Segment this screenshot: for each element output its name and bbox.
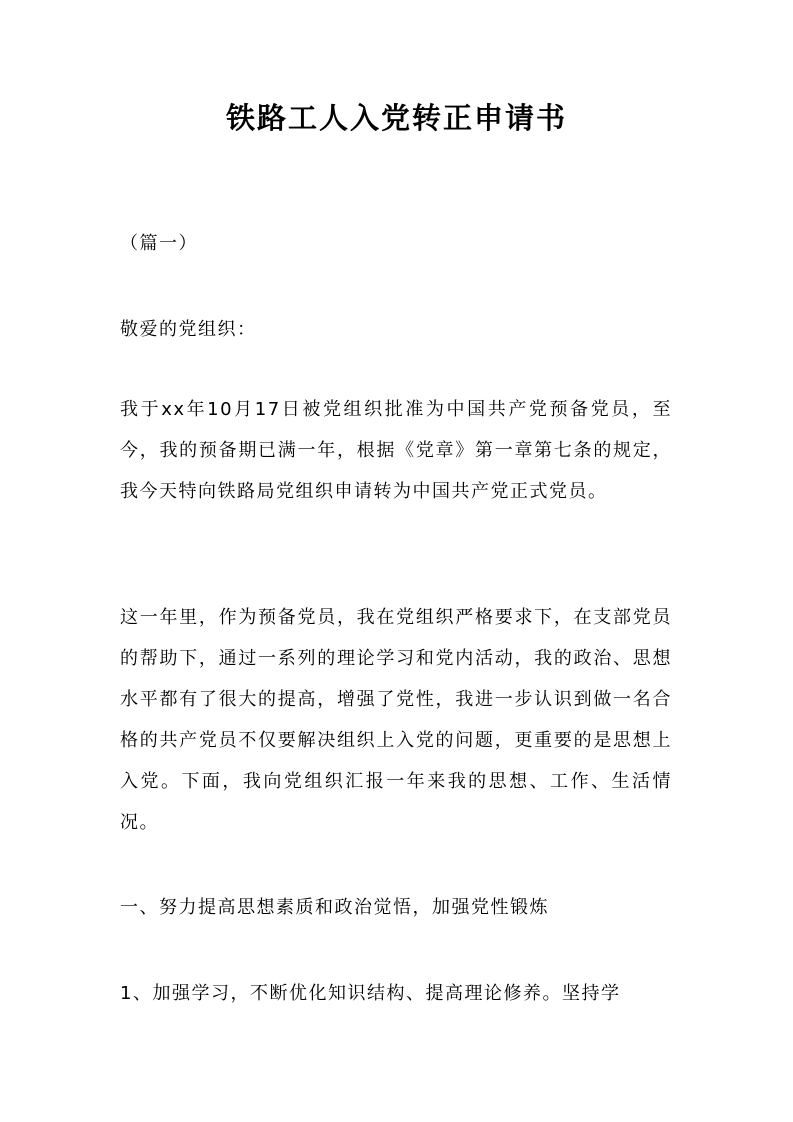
section-heading: 一、努力提高思想素质和政治觉悟，加强党性锻炼 <box>120 897 549 918</box>
body-paragraph: 这一年里，作为预备党员，我在党组织严格要求下，在支部党员的帮助下，通过一系列的理论学习和党内活动，我的政治、思想水平都有了很大的提高，增强了党性，我进一步认识到做一名合格的共产党员不仅要解决组织上入党的问题，更重要的是思想上入党。下面，我向党组织汇报一年来我的思想、工作、生活情况。 <box>120 607 672 833</box>
greeting-line: 敬爱的党组织： <box>120 319 257 340</box>
list-item: 1、加强学习，不断优化知识结构、提高理论修养。坚持学 <box>120 983 621 1004</box>
section-label: （篇一） <box>120 233 198 254</box>
body-paragraph: 我于xx年10月17日被党组织批准为中国共产党预备党员，至今，我的预备期已满一年，根据《党章》第一章第七条的规定，我今天特向铁路局党组织申请转为中国共产党正式党员。 <box>120 399 672 502</box>
document-title: 铁路工人入党转正申请书 <box>225 101 567 135</box>
